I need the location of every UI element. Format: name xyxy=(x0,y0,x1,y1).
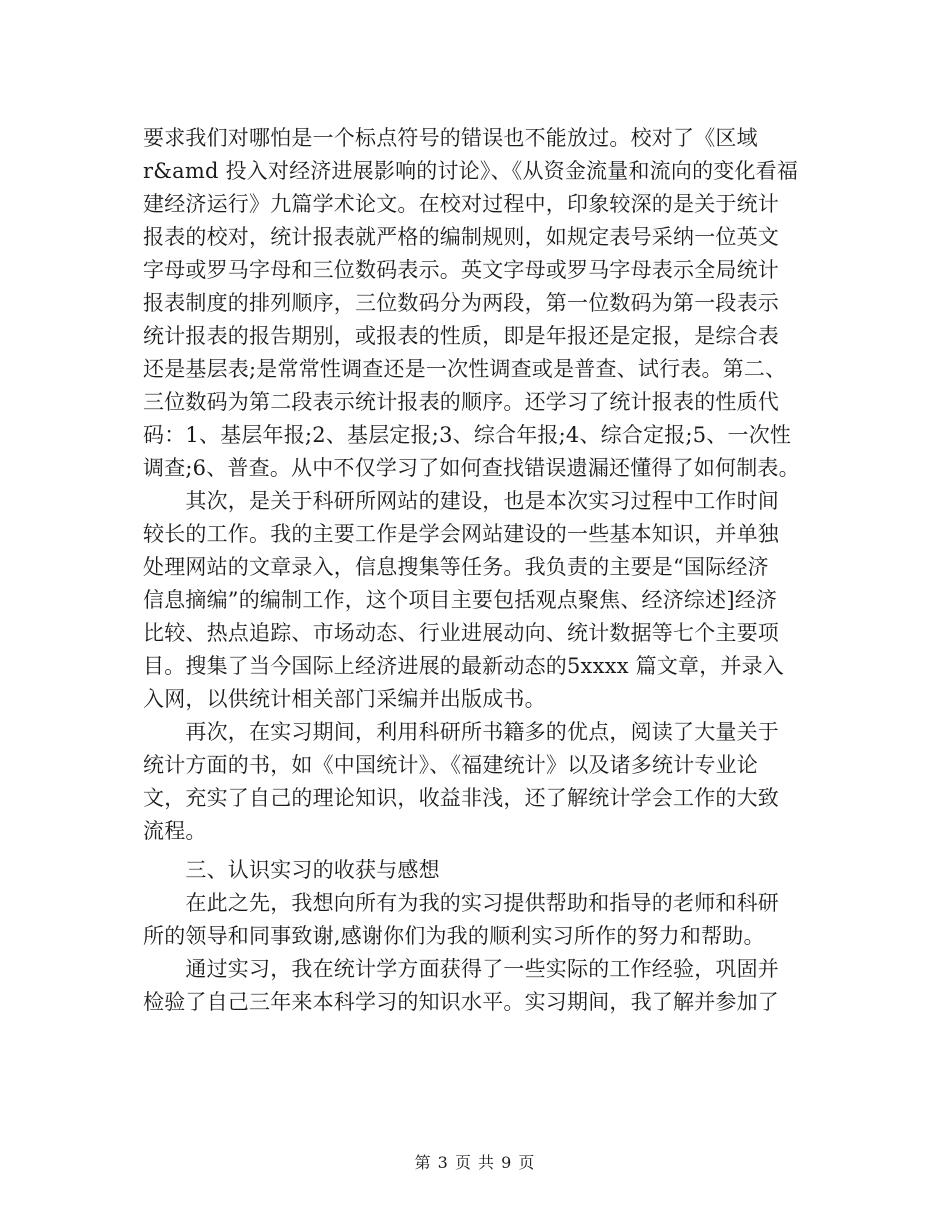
text-line: 文，充实了自己的理论知识，收益非浅，还了解统计学会工作的大致 xyxy=(143,786,779,810)
text-line: 统计报表的报告期别，或报表的性质，即是年报还是定报，是综合表 xyxy=(143,324,779,348)
text-line: 码：1、基层年报;2、基层定报;3、综合年报;4、综合定报;5、一次性 xyxy=(143,423,792,447)
text-line: 信息摘编”的编制工作，这个项目主要包括观点聚焦、经济综述]经济 xyxy=(143,588,778,612)
text-line: 还是基层表;是常常性调查还是一次性调查或是普查、试行表。第二、 xyxy=(143,357,787,381)
text-line: 字母或罗马字母和三位数码表示。英文字母或罗马字母表示全局统计 xyxy=(143,258,779,282)
body-text xyxy=(143,122,811,1019)
text-line: 报表的校对，统计报表就严格的编制规则，如规定表号采纳一位英文 xyxy=(143,225,779,249)
text-line: 在此之先，我想向所有为我的实习提供帮助和指导的老师和科研 xyxy=(143,891,779,915)
text-line: 统计方面的书，如《中国统计》、《福建统计》以及诸多统计专业论 xyxy=(143,753,758,777)
text-line: 再次，在实习期间，利用科研所书籍多的优点，阅读了大量关于 xyxy=(143,720,779,744)
text-line: 流程。 xyxy=(143,819,207,843)
text-line: 入网，以供统计相关部门采编并出版成书。 xyxy=(143,687,546,711)
page-number-footer: 第 3 页 共 9 页 xyxy=(414,1153,536,1172)
text-line: 建经济运行》九篇学术论文。在校对过程中，印象较深的是关于统计 xyxy=(143,192,779,216)
text-line: 较长的工作。我的主要工作是学会网站建设的一些基本知识，并单独 xyxy=(143,522,779,546)
section-heading: 三、认识实习的收获与感想 xyxy=(143,858,440,882)
text-line: 报表制度的排列顺序，三位数码分为两段，第一位数码为第一段表示 xyxy=(143,291,779,315)
text-line: r&amd 投入对经济进展影响的讨论》、《从资金流量和流向的变化看福 xyxy=(143,159,799,183)
text-line: 所的领导和同事致谢,感谢你们为我的顺利实习所作的努力和帮助。 xyxy=(143,924,765,948)
text-line: 三位数码为第二段表示统计报表的顺序。还学习了统计报表的性质代 xyxy=(143,390,779,414)
text-line: 比较、热点追踪、市场动态、行业进展动向、统计数据等七个主要项 xyxy=(143,621,779,645)
text-line: 要求我们对哪怕是一个标点符号的错误也不能放过。校对了《区域 xyxy=(143,126,758,150)
text-line: 调查;6、普查。从中不仅学习了如何查找错误遗漏还懂得了如何制表。 xyxy=(143,456,800,480)
text-line: 其次，是关于科研所网站的建设，也是本次实习过程中工作时间 xyxy=(143,489,779,513)
text-line: 通过实习，我在统计学方面获得了一些实际的工作经验，巩固并 xyxy=(143,957,779,981)
text-line: 处理网站的文章录入，信息搜集等任务。我负责的主要是“国际经济 xyxy=(143,555,769,579)
text-line: 检验了自己三年来本科学习的知识水平。实习期间，我了解并参加了 xyxy=(143,990,779,1014)
text-line: 目。搜集了当今国际上经济进展的最新动态的5xxxx 篇文章，并录入 xyxy=(143,654,785,678)
